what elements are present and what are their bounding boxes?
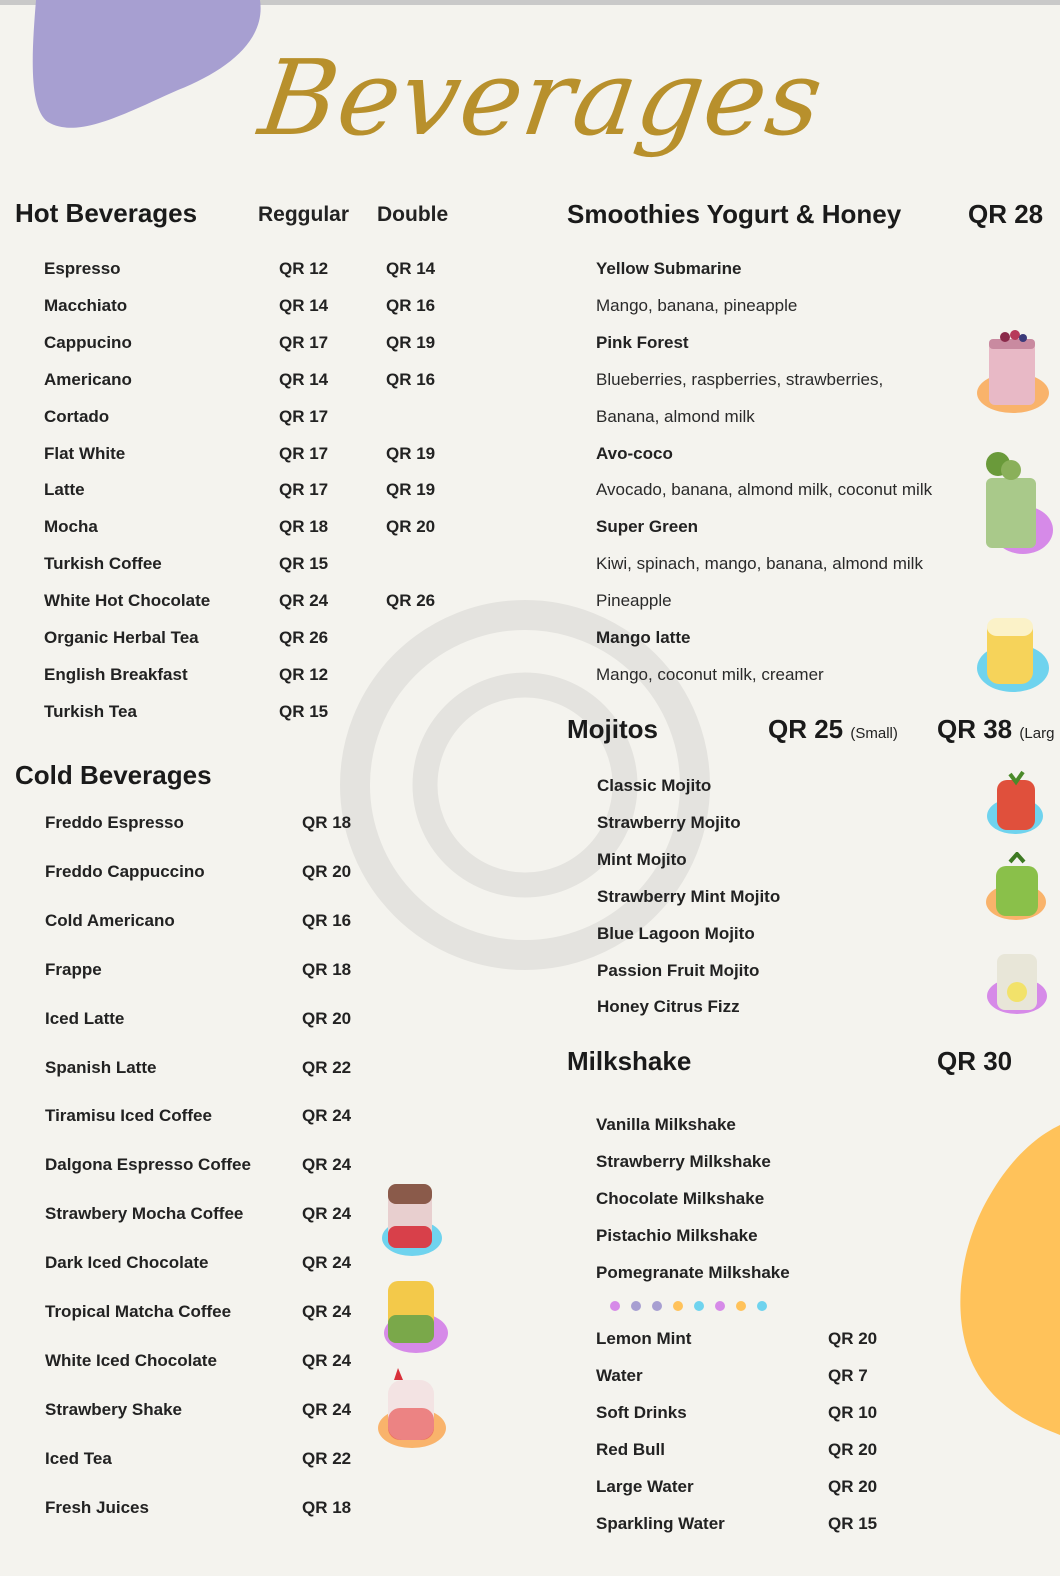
mojito-item: Passion Fruit Mojito [597,960,760,980]
hot-heading: Hot Beverages [15,198,198,228]
strawberry-mocha-icon [378,1178,444,1260]
other-item-price: QR 15 [828,1513,878,1533]
green-mojito-icon [984,852,1050,922]
cold-item-name: Freddo Cappuccino [45,861,205,881]
lavender-blob [28,0,268,135]
other-item-price: QR 10 [828,1402,878,1422]
mojito-item: Strawberry Mint Mojito [597,886,781,906]
cold-item-price: QR 24 [302,1350,352,1370]
cold-item-name: Iced Tea [45,1448,112,1468]
hot-item-regular-price: QR 26 [279,628,329,647]
smoothie-name: Yellow Submarine [596,259,742,278]
mojito-item: Classic Mojito [597,776,712,795]
red-mojito-icon [985,768,1050,836]
hot-item-double-price: QR 19 [386,443,436,463]
hot-item-double-price: QR 14 [386,259,436,278]
citrus-fizz-icon [985,940,1050,1018]
smoothie-ingredients: Avocado, banana, almond milk, coconut milk [596,480,933,500]
cold-item-name: White Iced Chocolate [45,1350,217,1370]
mojitos-price-large-value: QR 38 [937,714,1013,744]
other-item-price: QR 20 [828,1476,878,1496]
cold-item-price: QR 18 [302,813,352,832]
page-title: Beverages [252,37,831,159]
smoothie-name: Pink Forest [596,332,689,352]
hot-item-regular-price: QR 15 [279,701,329,721]
cold-item-name: Dalgona Espresso Coffee [45,1155,251,1175]
milkshake-item: Pomegranate Milkshake [596,1262,790,1282]
hot-item-double-price: QR 16 [386,295,436,315]
cold-item-price: QR 16 [302,910,352,930]
green-smoothie-icon [978,450,1053,558]
strawberry-shake-icon [376,1368,448,1450]
cold-item-price: QR 20 [302,1008,352,1028]
smoothie-ingredients: Mango, coconut milk, creamer [596,664,824,684]
cold-item-name: Dark Iced Chocolate [45,1253,209,1273]
mojitos-heading: Mojitos [567,714,658,744]
hot-item-name: Turkish Coffee [44,554,162,574]
cold-item-name: Fresh Juices [45,1497,149,1517]
cold-item-name: Frappe [45,959,102,979]
hot-item-double-price: QR 20 [386,517,436,537]
smoothie-ingredients: Kiwi, spinach, mango, banana, almond milk [596,554,923,574]
cold-item-price: QR 20 [302,861,352,881]
mojitos-price-small [768,714,898,745]
cold-heading: Cold Beverages [15,760,212,790]
hot-item-name: English Breakfast [44,664,188,684]
hot-item-name: Latte [44,480,85,500]
cold-item-price: QR 24 [302,1253,352,1273]
smoothie-name: Mango latte [596,628,691,647]
smoothie-ingredients: Pineapple [596,591,672,611]
cold-item-name: Strawbery Mocha Coffee [45,1204,244,1224]
cold-item-name: Tiramisu Iced Coffee [45,1106,212,1126]
other-item-name: Water [596,1365,643,1385]
hot-col-double: Double [377,203,449,226]
milkshake-item: Pistachio Milkshake [596,1225,758,1245]
milkshake-item: Strawberry Milkshake [596,1151,771,1171]
hot-item-name: Turkish Tea [44,701,137,721]
mojito-item: Blue Lagoon Mojito [597,923,755,943]
hot-item-name: Flat White [44,443,126,463]
orange-blob [955,1125,1060,1435]
mojito-item: Mint Mojito [597,849,687,869]
hot-col-regular: Reggular [258,203,350,226]
hot-item-name: Mocha [44,517,98,537]
mojito-item: Honey Citrus Fizz [597,997,740,1017]
hot-item-regular-price: QR 18 [279,517,329,537]
milkshake-price: QR 30 [937,1046,1013,1076]
mango-latte-icon [975,610,1050,695]
mojito-item: Strawberry Mojito [597,812,741,832]
cold-item-name: Freddo Espresso [45,813,184,832]
hot-item-name: Americano [44,369,132,389]
cold-item-price: QR 24 [302,1302,352,1321]
mojitos-label-large: (Larg [1019,725,1055,742]
cold-item-name: Strawbery Shake [45,1399,183,1419]
hot-item-regular-price: QR 17 [279,443,329,463]
pink-smoothie-icon [975,325,1050,415]
hot-item-double-price: QR 19 [386,480,436,500]
other-item-price: QR 20 [828,1439,878,1459]
other-item-price: QR 7 [828,1365,868,1385]
tropical-matcha-icon [380,1275,450,1355]
cold-item-name: Cold Americano [45,910,175,930]
smoothie-ingredients: Blueberries, raspberries, strawberries, [596,369,884,389]
milkshake-heading: Milkshake [567,1046,692,1076]
cold-item-price: QR 18 [302,959,352,979]
smoothie-name: Super Green [596,517,699,537]
other-item-name: Sparkling Water [596,1513,725,1533]
hot-item-regular-price: QR 24 [279,591,329,611]
cold-item-name: Tropical Matcha Coffee [45,1302,232,1321]
cold-item-price: QR 22 [302,1448,352,1468]
hot-item-double-price: QR 19 [386,332,436,352]
cold-item-name: Spanish Latte [45,1057,157,1077]
hot-item-regular-price: QR 12 [279,664,329,684]
hot-item-name: Organic Herbal Tea [44,628,199,647]
cold-item-price: QR 22 [302,1057,352,1077]
other-item-name: Red Bull [596,1439,665,1459]
hot-item-double-price: QR 26 [386,591,436,611]
mojitos-price-large [937,714,1054,745]
hot-item-name: Espresso [44,259,121,278]
cold-item-price: QR 18 [302,1497,352,1517]
hot-item-regular-price: QR 14 [279,369,329,389]
hot-item-regular-price: QR 17 [279,480,329,500]
cold-item-name: Iced Latte [45,1008,125,1028]
hot-item-regular-price: QR 12 [279,259,329,278]
smoothies-price: QR 28 [968,199,1044,229]
hot-item-regular-price: QR 15 [279,554,329,574]
hot-item-name: White Hot Chocolate [44,591,211,611]
other-item-name: Soft Drinks [596,1402,687,1422]
smoothie-ingredients: Mango, banana, pineapple [596,295,798,315]
smoothies-heading: Smoothies Yogurt & Honey [567,199,902,229]
other-item-name: Large Water [596,1476,694,1496]
hot-item-regular-price: QR 14 [279,295,329,315]
smoothie-name: Avo-coco [596,443,673,463]
mojitos-label-small: (Small) [850,725,898,742]
hot-item-name: Macchiato [44,295,128,315]
hot-item-double-price: QR 16 [386,369,436,389]
cold-item-price: QR 24 [302,1155,352,1175]
milkshake-item: Vanilla Milkshake [596,1115,736,1134]
hot-item-regular-price: QR 17 [279,406,329,426]
cold-item-price: QR 24 [302,1106,352,1126]
dot-divider [605,1298,775,1314]
hot-item-name: Cortado [44,406,110,426]
cold-item-price: QR 24 [302,1204,352,1224]
hot-item-regular-price: QR 17 [279,332,329,352]
mojitos-price-small-value: QR 25 [768,714,844,744]
hot-item-name: Cappucino [44,332,132,352]
cold-item-price: QR 24 [302,1399,352,1419]
other-item-name: Lemon Mint [596,1329,692,1348]
milkshake-item: Chocolate Milkshake [596,1188,765,1208]
smoothie-ingredients: Banana, almond milk [596,406,755,426]
other-item-price: QR 20 [828,1329,878,1348]
